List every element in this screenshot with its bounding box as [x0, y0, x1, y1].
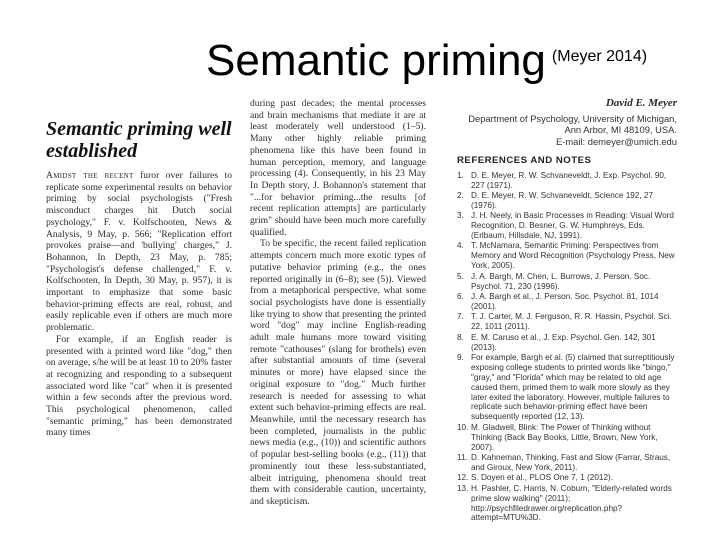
author-email: E-mail: demeyer@umich.edu: [555, 135, 677, 147]
reference-text: M. Gladwell, Blink: The Power of Thinking without Thinking (Back Bay Books, Little, Brown, New York, 2007).: [471, 422, 658, 452]
reference-text: J. A. Bargh, M. Chen, L. Burrows, J. Person. Soc. Psychol. 71, 230 (1996).: [471, 271, 651, 291]
reference-text: S. Doyen et al., PLOS One 7, 1 (2012).: [471, 473, 613, 483]
article-column-1: [46, 118, 232, 439]
article-column-3: [457, 98, 677, 524]
reference-item: [457, 453, 677, 473]
reference-number: 2.: [457, 190, 464, 200]
reference-item: [457, 333, 677, 353]
article-headline: Semantic priming well established: [46, 118, 232, 162]
reference-text: T. McNamara, Semantic Priming: Perspectives from Memory and Word Recognition (Psychology Press, New York, 2005).: [471, 241, 675, 271]
author-affiliation: Department of Psychology, University of Michigan, Ann Arbor, MI 48109, USA.: [468, 112, 677, 136]
reference-item: [457, 292, 677, 312]
reference-text: D. E. Meyer, R. W. Schvaneveldt, J. Exp. Psychol. 90, 227 (1971).: [471, 170, 667, 190]
slide-title: [206, 36, 647, 86]
reference-item: [457, 423, 677, 453]
reference-text: J. A. Bargh et al., J. Person. Soc. Psychol. 81, 1014 (2001).: [471, 292, 659, 311]
reference-number: 12.: [457, 473, 469, 483]
reference-number: 4.: [457, 241, 464, 251]
reference-text: D. E. Meyer, R. W. Schvaneveldt, Science 192, 27 (1976).: [471, 190, 654, 210]
article-lead-in: Amidst the recent: [46, 170, 134, 181]
reference-text: D. Kahneman, Thinking, Fast and Slow (Farrar, Straus, and Giroux, New York, 2011).: [471, 453, 671, 472]
reference-item: [457, 171, 677, 191]
reference-text: T. J. Carter, M. J. Ferguson, R. R. Hassin, Psychol. Sci. 22, 1011 (2011).: [471, 312, 672, 332]
reference-item: [457, 191, 677, 211]
reference-item: [457, 484, 677, 524]
article-paragraph-4: To be specific, the recent failed replication attempts concern much more exotic types of putative behavior priming (e.g., the ones reported originally in (6–8); see (5)). Viewed from a metaphorical perspective, what some social psychologists have done is essentially like trying to show that presenting the printed word "dog" may incline English-reading adult male humans more toward visiting remote "cathouses" (slang for brothels) even after substantial amounts of time (several minutes or more) have elapsed since the original exposure to "dog." Much further research is needed for assessing to what extent such behavior-priming effects are real. Meanwhile, until the necessary research has been completed, journalists in the public news media (e.g., (10)) and scientific authors of popular best-selling books (e.g., (11)) that prominently tout these less-substantiated, albeit intriguing, phenomena should treat them with considerable caution, uncertainty, and skepticism.: [250, 238, 426, 507]
reference-number: 13.: [457, 483, 469, 493]
reference-item: [457, 241, 677, 271]
reference-item: [457, 473, 677, 483]
reference-item: [457, 211, 677, 241]
article-column-2: [250, 98, 426, 508]
reference-item: [457, 272, 677, 292]
reference-number: 7.: [457, 312, 464, 322]
reference-number: 8.: [457, 332, 464, 342]
author-name: David E. Meyer: [605, 97, 677, 109]
reference-number: 1.: [457, 170, 464, 180]
article-paragraph-1: [46, 170, 232, 334]
reference-text: H. Pashler, C. Harris, N. Coburn, "Elderly-related words prime slow walking" (2011); http://psychfiledrawer.org/replication.php?attempt=MTU%3D.: [471, 483, 672, 523]
references-heading: REFERENCES AND NOTES: [457, 154, 592, 166]
reference-text: J. H. Neely, in Basic Processes in Reading: Visual Word Recognition, D. Besner, G. W. Humphreys, Eds. (Erlbaum, Hillsdale, NJ, 1991).: [471, 211, 674, 241]
article-paragraph-2: For example, if an English reader is presented with a printed word like "dog," then on average, s/he will be at least 10 to 20% faster at recognizing and responding to a subsequent associated word like "cat" when it is presented within a few seconds after the previous word. This psychological phenomenon, called "semantic priming," has been demonstrated many times: [46, 333, 232, 439]
reference-number: 10.: [457, 422, 469, 432]
slide-title-main: Semantic priming: [206, 36, 546, 85]
reference-number: 5.: [457, 271, 464, 281]
reference-text: For example, Bargh et al. (5) claimed that surreptitiously exposing college students to printed words like "bingo," "gray," and "Florida" which may be related to old age caused them, primed them to walk more slowly as they later exited the laboratory. However, multiple failures to replicate such behavior-priming effect have been subsequently reported (12, 13).: [471, 352, 675, 422]
reference-number: 3.: [457, 211, 464, 221]
article-paragraph-1-text: furor over failures to replicate some experimental results on behavior priming by social psychologists ("Fresh misconduct charges hit Dutch social psychology," F. v. Kolfschooten, News & Analysis, 9 May, p. 566; "Replication effort provokes praise—and 'bullying' charges," J. Bohannon, In Depth, 23 May, p. 785; "Psychologist's defense challenged," F. v. Kolfschooten, In Depth, 30 May, p. 957), it is important to emphasize that some basic behavior-priming effects are real, robust, and easily replicable even if others are much more problematic.: [46, 170, 232, 334]
references-list: [457, 171, 677, 524]
reference-number: 6.: [457, 292, 464, 301]
article-paragraph-3: during past decades; the mental processes and brain mechanisms that mediate it are at least moderately well understood (1–5). Many other highly reliable priming phenomena like this have been found in human perception, memory, and language processing (4). Consequently, in his 23 May In Depth story, J. Bohannon's statement that "...for behavior priming...the results [of recent replication attempts] are particularly grim" should have been much more carefully qualified.: [250, 98, 426, 238]
reference-number: 11.: [457, 453, 468, 462]
reference-item: [457, 312, 677, 332]
slide-title-citation: (Meyer 2014): [551, 48, 648, 65]
reference-text: E. M. Caruso et al., J. Exp. Psychol. Gen. 142, 301 (2013).: [471, 332, 656, 352]
reference-number: 9.: [457, 352, 464, 362]
reference-item: [457, 353, 677, 422]
